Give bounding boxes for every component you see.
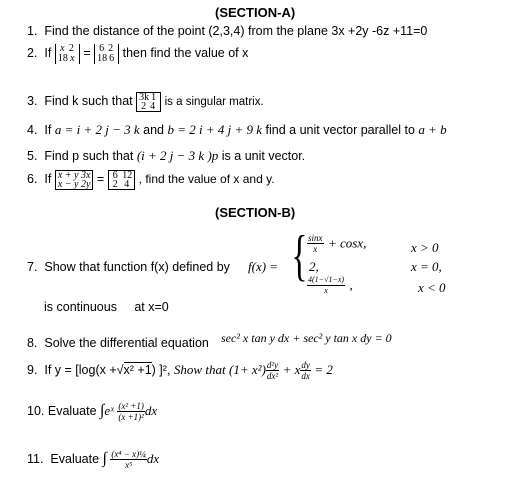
fraction: $\frac{\sin x}{x}$ xyxy=(308,233,323,254)
question-7 xyxy=(27,260,230,274)
question-8 xyxy=(27,336,209,350)
integral-sign: ∫ xyxy=(102,450,107,467)
and-label: and xyxy=(143,123,164,137)
vector-a-expression: a = i + 2 j − 3 k xyxy=(54,122,140,137)
fraction: $\frac{4(1-√1-x)}{x}$ xyxy=(308,275,345,295)
question-4 xyxy=(27,122,447,138)
sqrt-term: x² +1 xyxy=(123,363,152,377)
question-number: 6. xyxy=(27,172,38,186)
question-10: 10. Evaluate ∫eˣ $\frac{\text{(x² +1)}}{\text{(x +1)²}}$ dx xyxy=(27,401,158,423)
question-9: 9. If y = [log(x +√x² +1) ]², Show that (1+ x²) $\frac{\text{d²y}}{\text{dx²}}$ + x $\frac{dy}{dx}$ = 2 xyxy=(27,360,333,382)
piecewise-case-2: 2, xyxy=(309,259,319,274)
question-3 xyxy=(27,90,264,113)
question-tail: , find the value of x and y. xyxy=(138,172,275,186)
condition-1: x > 0 xyxy=(411,240,439,255)
question-text: then find the value of x xyxy=(122,46,249,60)
piecewise-case-3: $\frac{4(1-√1-x)}{x}$ , xyxy=(308,275,353,295)
matrix-lhs: x + y 3x x − y 2y xyxy=(55,170,94,190)
if-label: If xyxy=(44,172,52,186)
question-tail: is a unit vector. xyxy=(221,149,306,163)
differential-equation: sec² x tan y dx + sec² y tan x dy = 0 xyxy=(221,331,392,345)
question-1 xyxy=(27,24,427,38)
vector-b-expression: b = 2 i + 4 j + 9 k xyxy=(167,122,263,137)
question-text: Find k such that xyxy=(44,94,133,108)
vector-sum-expression: a + b xyxy=(418,122,447,137)
determinant-right: 6 2 18 6 xyxy=(94,44,119,64)
condition-3: x < 0 xyxy=(418,280,446,295)
equals-sign: = xyxy=(96,172,105,186)
section-a-heading: (SECTION-A) xyxy=(215,5,296,20)
second-derivative: $\frac{\text{d²y}}{\text{dx²}}$ xyxy=(266,360,279,382)
matrix-rhs: 6 12 2 4 xyxy=(108,170,136,190)
question-11: 11. Evaluate ∫ $\frac{\text{(x⁴ − x)¼}}{\text{x⁵}}$ dx xyxy=(27,449,160,471)
function-label: f(x) = xyxy=(248,259,279,274)
integral-sign: ∫ xyxy=(100,402,105,419)
question-tail: is a singular matrix. xyxy=(164,96,264,108)
if-label: If xyxy=(44,46,52,60)
question-number: 1. xyxy=(27,24,38,38)
if-label: If xyxy=(44,123,52,137)
integrand-fraction: $\frac{\text{(x⁴ − x)¼}}{\text{x⁵}}$ xyxy=(111,449,146,471)
question-text: Show that function f(x) defined by xyxy=(44,260,230,274)
section-b-heading: (SECTION-B) xyxy=(215,205,296,220)
equals-sign: = xyxy=(83,46,91,60)
continuity-text: is continuous at x=0 xyxy=(44,300,169,314)
first-derivative: $\frac{dy}{dx}$ xyxy=(301,360,310,382)
question-tail: find a unit vector parallel to xyxy=(265,123,415,137)
question-2 xyxy=(27,41,248,65)
question-number: 3. xyxy=(27,94,38,108)
question-number: 8. xyxy=(27,336,38,350)
question-text: Find the distance of the point (2,3,4) from the plane 3x +2y -6z +11=0 xyxy=(44,24,428,38)
determinant-left: x 2 18 x xyxy=(55,44,80,64)
piecewise-case-1: $\frac{\sin x}{x}$ + cosx, xyxy=(308,233,367,254)
question-text: Solve the differential equation xyxy=(44,336,209,350)
question-number: 10. xyxy=(27,404,45,418)
question-number: 7. xyxy=(27,260,38,274)
question-text: Evaluate xyxy=(50,452,100,466)
vector-expression: (i + 2 j − 3 k )p xyxy=(136,148,219,163)
question-text: Evaluate xyxy=(47,404,97,418)
question-number: 2. xyxy=(27,46,38,60)
question-5 xyxy=(27,148,305,164)
show-that: Show that xyxy=(173,362,226,377)
integrand-fraction: $\frac{\text{(x² +1)}}{\text{(x +1)²}}$ xyxy=(118,401,144,423)
question-number: 9. xyxy=(27,363,38,377)
matrix-k: 3k 1 2 4 xyxy=(136,92,161,112)
question-number: 11. xyxy=(27,452,44,466)
question-number: 5. xyxy=(27,149,38,163)
condition-2: x = 0, xyxy=(411,259,442,274)
question-text: Find p such that xyxy=(44,149,134,163)
question-6 xyxy=(27,166,275,192)
question-number: 4. xyxy=(27,123,38,137)
left-brace: { xyxy=(291,225,308,287)
